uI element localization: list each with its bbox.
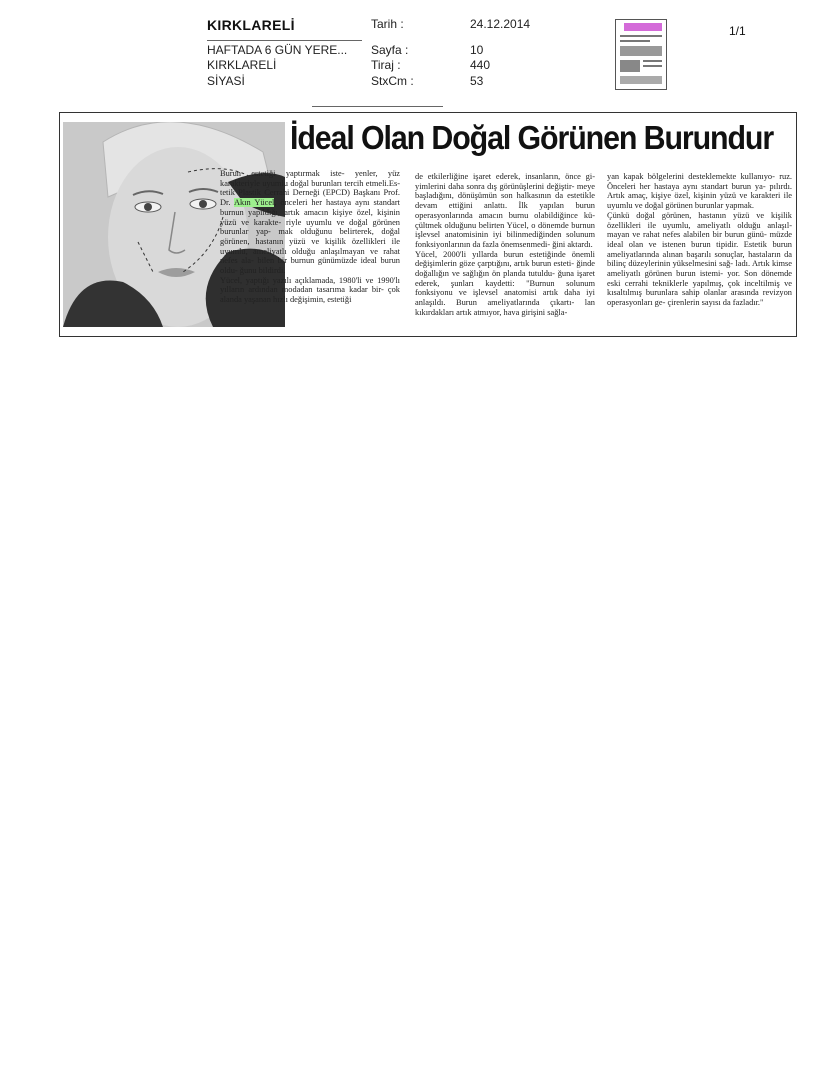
thumbnail-block bbox=[620, 60, 640, 72]
article-column-2 bbox=[415, 172, 595, 318]
thumbnail-line bbox=[643, 60, 662, 62]
thumbnail-block bbox=[620, 46, 662, 56]
article-paragraph: Yücel, yaptığı yazılı açıklamada, 1980'li ve 1990'lı yılların ardından modadan tasarıma kadar bir- çok alanda yaşanan hızlı değişimin, estetiği bbox=[220, 275, 400, 305]
thumbnail-line bbox=[620, 35, 662, 37]
publication-city: KIRKLARELİ bbox=[207, 58, 277, 72]
thumbnail-line bbox=[643, 65, 662, 67]
article-paragraph: yan kapak bölgelerini desteklemekte kullanıyo- ruz. Önceleri her hastaya aynı standart burun ya- pılırdı. Artık amaç, kişiye özel, kişinin yüzü ve karakteri ile uyumlu ve doğal görünen burunlar yapmak. bbox=[607, 172, 792, 211]
page-thumbnail[interactable] bbox=[615, 19, 667, 90]
page-value: 10 bbox=[470, 43, 484, 57]
stxcm-label: StxCm : bbox=[371, 74, 414, 88]
article-column-3 bbox=[607, 172, 792, 308]
article-paragraph: Yücel, 2000'li yıllarda burun estetiğinde önemli değişimlerin göze çarptığını, artık burun esteti- ğinde doğallığın ve sağlığın ön planda tutuldu- ğuna işaret ederek, şunları kaydetti: "Burnun solunum fonksiyonu ve işlevsel anatomisi artık daha iyi anlaşıldı. Burun ameliyatlarında çıkartı- lan kıkırdakları artık atmıyor, hava girişini sağla- bbox=[415, 249, 595, 317]
stxcm-value: 53 bbox=[470, 74, 484, 88]
article-text: , önceleri her hastaya aynı standart burnun yapıldığı, artık amacın kişiye özel, kişinin yüzü ve karakte- riyle uyumlu ve doğal görünen burunlar yap- mak olduğunu belirterek, doğal görünen, hastanın yüzü ve kişilik özellikleri ile uyumlu, ameliyatlı olduğu anlaşılmayan ve rahat nefes ala- bilen bir burnun günümüzde ideal burun oldu- ğunu bildirdi. bbox=[220, 198, 400, 276]
thumbnail-line bbox=[620, 40, 650, 42]
publication-name: KIRKLARELİ bbox=[207, 17, 295, 33]
date-label: Tarih : bbox=[371, 17, 404, 31]
date-value: 24.12.2014 bbox=[470, 17, 531, 31]
highlighted-name: Akın Yücel bbox=[233, 198, 275, 208]
page-counter: 1/1 bbox=[729, 24, 746, 38]
thumbnail-block bbox=[620, 76, 662, 84]
header-divider bbox=[207, 40, 362, 41]
article-text: Burun estetiği yaptırmak iste- yenler, yüz karakteriyle uyumlu doğal burunları tercih etmeli.Es- tetik Plastik Cerrahi Derneği (EPCD) Başkanı Prof. Dr. bbox=[220, 169, 400, 208]
article-paragraph: Çünkü doğal görünen, hastanın yüzü ve kişilik özellikleri ile uyumlu, ameliyatlı olduğu anlaşıl- mayan ve rahat nefes alabilen bir burun günü- müzde ideal olan ve istenen burun tipidir. Estetik burun ameliyatlarında alınan başarılı sonuçlar, hastaların da bilinç düzeylerinin yükselmesini sağ- ladı. Artık kimse ameliyatlı görünen burun istemi- yor. Son dönemde eski cerrahi tekniklerle yapılmış, çok inceltilmiş ve kısaltılmış burunlara sahip olanlar arasında revizyon operasyonları ge- çirenlerin sayısı da fazladır." bbox=[607, 210, 792, 308]
publication-frequency: HAFTADA 6 GÜN YERE... bbox=[207, 43, 348, 57]
article-clipping bbox=[59, 112, 797, 337]
article-column-1 bbox=[220, 169, 400, 305]
header-underline bbox=[312, 106, 443, 107]
article-paragraph bbox=[220, 169, 400, 276]
circulation-label: Tiraj : bbox=[371, 58, 401, 72]
article-headline: İdeal Olan Doğal Görünen Burundur bbox=[290, 119, 774, 156]
page-label: Sayfa : bbox=[371, 43, 409, 57]
publication-category: SİYASİ bbox=[207, 74, 245, 88]
circulation-value: 440 bbox=[470, 58, 491, 72]
thumbnail-masthead bbox=[624, 23, 662, 31]
article-paragraph: de etkilerliğine işaret ederek, insanların, önce gi- yimlerini daha sonra dış görünüşlerini değiştir- meye başladığını, dönüşümün son halkasının da estetikle devam ettiğini anlattı. İlk yapılan burun operasyonlarında amacın burnu olabildiğince kü- çültmek olduğunu belirten Yücel, o dönemde burnun işlevsel anatomisinin iyi bilinmediğinden solunum fonksiyonlarının da fazla önemsenmedi- ğini aktardı. bbox=[415, 172, 595, 249]
